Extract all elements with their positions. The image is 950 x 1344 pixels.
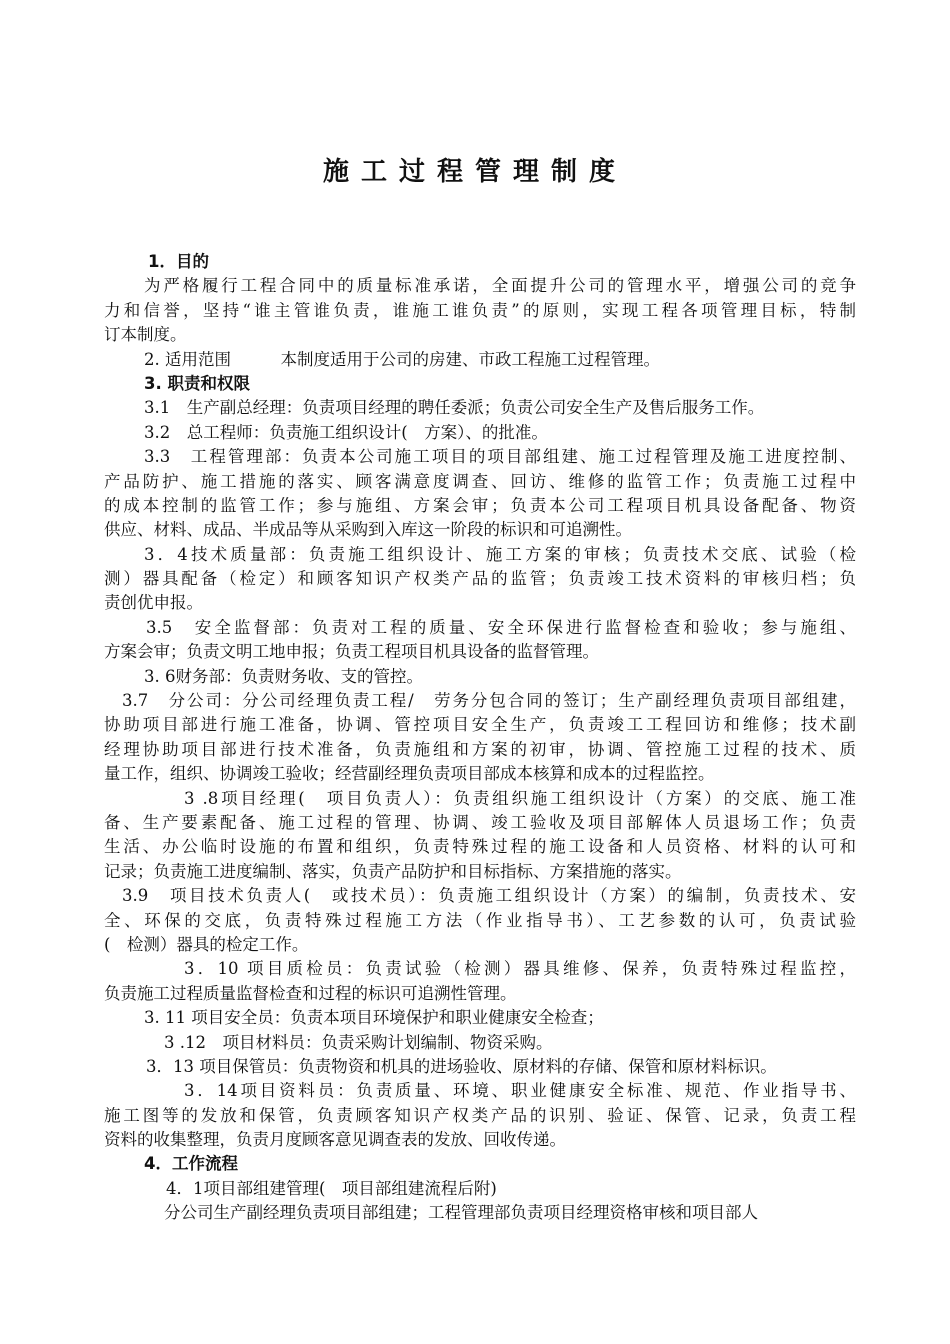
section-heading-workflow: 4．工作流程 [144,1154,238,1174]
paragraph-line: 4．1项目部组建管理( 项目部组建流程后附) [166,1178,497,1198]
paragraph-line: 经理协助项目部进行技术准备，负责施组和方案的初审，协调、管控施工过程的技术、质 [104,739,856,759]
paragraph-line: 3. 11 项目安全员：负责本项目环境保护和职业健康安全检查； [144,1008,604,1028]
paragraph-line: 方案会审；负责文明工地申报；负责工程项目机具设备的监督管理。 [104,642,599,662]
paragraph-line: 3.9 项目技术负责人( 或技术员）：负责施工组织设计（方案）的编制，负责技术、安 [122,886,856,906]
paragraph-line: 备、生产要素配备、施工过程的管理、协调、竣工验收及项目部解体人员退场工作；负责 [104,812,856,832]
paragraph-line: 订本制度。 [104,325,187,345]
paragraph-line: 记录；负责施工进度编制、落实，负责产品防护和目标指标、方案措施的落实。 [104,861,682,881]
paragraph-line: 协助项目部进行施工准备，协调、管控项目安全生产，负责竣工工程回访和维修；技术副 [104,715,856,735]
paragraph-line: 3．13 项目保管员：负责物资和机具的进场验收、原材料的存储、保管和原材料标识。 [146,1056,777,1076]
paragraph-line: 3.7 分公司：分公司经理负责工程/ 劳务分包合同的签订；生产副经理负责项目部组建， [122,691,856,711]
paragraph-line: 责创优申报。 [104,593,203,613]
paragraph-line: 3.1 生产副总经理：负责项目经理的聘任委派；负责公司安全生产及售后服务工作。 [144,398,765,418]
paragraph-line: 全、环保的交底，负责特殊过程施工方法（作业指导书）、工艺参数的认可，负责试验 [104,910,856,930]
paragraph-line: 3.5 安全监督部：负责对工程的质量、安全环保进行监督检查和验收；参与施组、 [146,617,856,637]
document-title: 施工过程管理制度 [322,157,627,187]
paragraph-line: 3 .8项目经理( 项目负责人）：负责组织施工组织设计（方案）的交底、施工准 [184,788,856,808]
paragraph-line: 产品防护、施工措施的落实、顾客满意度调查、回访、维修的监管工作；负责施工过程中 [104,471,856,491]
paragraph-line: 3. 6财务部：负责财务收、支的管控。 [144,666,423,686]
paragraph-line: 力和信誉，坚持“谁主管谁负责，谁施工谁负责”的原则，实现工程各项管理目标，特制 [104,300,856,320]
paragraph-line: 量工作，组织、协调竣工验收；经营副经理负责项目部成本核算和成本的过程监控。 [104,764,715,784]
paragraph-line: 生活、办公临时设施的布置和组织，负责特殊过程的施工设备和人员资格、材料的认可和 [104,837,856,857]
paragraph-line: 3 .12 项目材料员：负责采购计划编制、物资采购。 [164,1032,553,1052]
paragraph-line: 3.3 工程管理部：负责本公司施工项目的项目部组建、施工过程管理及施工进度控制、 [144,447,856,467]
paragraph-line: 3.2 总工程师：负责施工组织设计( 方案）、的批准。 [144,422,548,442]
section-heading-purpose: 1．目的 [148,252,209,271]
paragraph-line: 3．14项目资料员：负责质量、环境、职业健康安全标准、规范、作业指导书、 [184,1081,856,1101]
paragraph-line: 测）器具配备（检定）和顾客知识产权类产品的监管；负责竣工技术资料的审核归档；负 [104,569,856,589]
paragraph-line: 为严格履行工程合同中的质量标准承诺，全面提升公司的管理水平，增强公司的竞争 [144,276,856,296]
section-heading-scope: 2. 适用范围 本制度适用于公司的房建、市政工程施工过程管理。 [144,349,660,369]
paragraph-line: 供应、材料、成品、半成品等从采购到入库这一阶段的标识和可追溯性。 [104,520,632,540]
paragraph-line: 资料的收集整理，负责月度顾客意见调查表的发放、回收传递。 [104,1130,566,1150]
paragraph-line: 分公司生产副经理负责项目部组建；工程管理部负责项目经理资格审核和项目部人 [164,1203,758,1223]
paragraph-line: ( 检测）器具的检定工作。 [104,934,309,954]
paragraph-line: 3．10 项目质检员：负责试验（检测）器具维修、保养，负责特殊过程监控， [184,959,856,979]
paragraph-line: 3．4技术质量部：负责施工组织设计、施工方案的审核；负责技术交底、试验（检 [144,544,856,564]
document-body [104,250,856,1226]
paragraph-line: 施工图等的发放和保管，负责顾客知识产权类产品的识别、验证、保管、记录，负责工程 [104,1105,856,1125]
paragraph-line: 的成本控制的监管工作；参与施组、方案会审；负责本公司工程项目机具设备配备、物资 [104,495,856,515]
paragraph-line: 负责施工过程质量监督检查和过程的标识可追溯性管理。 [104,983,517,1003]
section-heading-duties: 3. 职责和权限 [144,373,250,393]
